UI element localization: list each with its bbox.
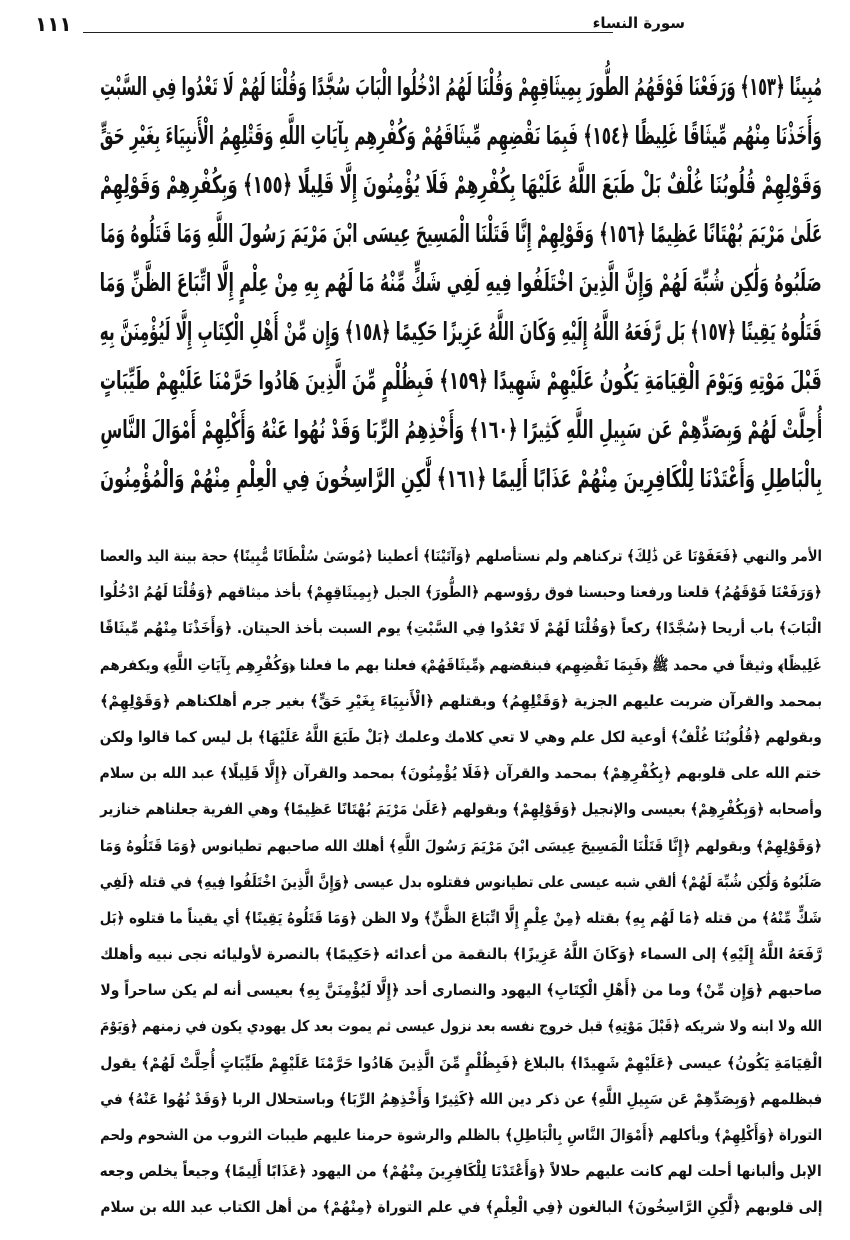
tafsir-line-text: ﴿وَقَوْلِهِمْ﴾ وبقولهم ﴿إِنَّا قَتَلْنَا الْمَسِيحَ عِيسَى ابْنَ مَرْيَمَ رَسُولَ اللَّهِ﴾ أهلك الله صاحبهم تطيانوس ﴿وَمَا قَتَلُوهُ وَمَا [100, 836, 822, 855]
tafsir-line-text: ﴿وَرَفَعْنَا فَوْقَهُمُ﴾ قلعنا ورفعنا وحبسنا فوق رؤوسهم ﴿الطُّورَ﴾ الجبل ﴿بِمِيثَاقِهِمْ﴾ بأخذ ميثاقهم ﴿وَقُلْنَا لَهُمُ ادْخُلُوا [100, 583, 822, 602]
tafsir-line-text: الإبل وألبانها أحلت لهم كانت عليهم حلالاً ﴿وَأَعْتَدْنَا لِلْكَافِرِينَ مِنْهُمْ﴾ من اليهود ﴿عَذَابًا أَلِيمًا﴾ وجيعاً يخلص وجعه [100, 1162, 822, 1181]
tafsir-line-text: صَلَبُوهُ وَلَٰكِن شُبِّهَ لَهُمْ﴾ ألقي شبه عيسى على تطيانوس فقتلوه بدل عيسى ﴿وَإِنَّ الَّذِينَ اخْتَلَفُوا فِيهِ﴾ في قتله ﴿لَفِي [100, 872, 822, 891]
quran-line-text: قَتَلُوهُ يَقِينًا ﴿١٥٧﴾ بَل رَّفَعَهُ اللَّهُ إِلَيْهِ وَكَانَ اللَّهُ عَزِيزًا حَكِيمًا ﴿١٥٨﴾ وَإِن مِّنْ أَهْلِ الْكِتَابِ إِلَّا لَيُؤْمِنَنَّ بِهِ [99, 317, 822, 346]
tafsir-line [100, 1081, 822, 1117]
tafsir-line-text: إلى قلوبهم ﴿لَّٰكِنِ الرَّاسِخُونَ﴾ البالغون ﴿فِي الْعِلْمِ﴾ في علم التوراة ﴿مِنْهُمْ﴾ من أهل الكتاب عبد الله بن سلام [100, 1198, 822, 1217]
tafsir-line-text: رَّفَعَهُ اللَّهُ إِلَيْهِ﴾ إلى السماء ﴿وَكَانَ اللَّهُ عَزِيزًا﴾ بالنقمة من أعدائه ﴿حَكِيمًا﴾ بالنصرة لأوليائه نجى نبيه وأهلك [100, 945, 822, 964]
tafsir-line [100, 719, 822, 755]
quran-line [100, 258, 822, 307]
tafsir-line [100, 1045, 822, 1081]
tafsir-line-text: غَلِيظًا﴾ وثيقاً في محمد ﷺ ﴿فَبِمَا نَقْضِهِم﴾ فبنقضهم ﴿مِّيثَاقَهُمْ﴾ فعلنا بهم ما فعلنا ﴿وَكُفْرِهِم بِآيَاتِ اللَّهِ﴾ ويكفرهم [100, 655, 822, 674]
tafsir-line [100, 900, 822, 936]
tafsir-line [100, 1117, 822, 1153]
tafsir-line-text: الْبَابَ﴾ باب أريحا ﴿سُجَّدًا﴾ ركعاً ﴿وَقُلْنَا لَهُمْ لَا تَعْدُوا فِي السَّبْتِ﴾ يوم السبت بأخذ الحيتان. ﴿وَأَخَذْنَا مِنْهُم مِّيثَاقًا [100, 619, 822, 638]
tafsir-line-text: وبقولهم ﴿قُلُوبُنَا غُلْفٌ﴾ أوعية لكل علم وهي لا تعي كلامك وعلمك ﴿بَلْ طَبَعَ اللَّهُ عَلَيْهَا﴾ بل ليس كما قالوا ولكن [100, 727, 822, 746]
tafsir-line [100, 683, 822, 719]
quran-line-text: وَأَخَذْنَا مِنْهُم مِّيثَاقًا غَلِيظًا ﴿١٥٤﴾ فَبِمَا نَقْضِهِم مِّيثَاقَهُمْ وَكُفْرِهِم بِآيَاتِ اللَّهِ وَقَتْلِهِمُ الْأَنبِيَاءَ بِغَيْرِ حَقٍّ [99, 121, 822, 150]
tafsir-line [100, 791, 822, 827]
tafsir-text-block [100, 538, 822, 1226]
tafsir-line [100, 1008, 822, 1044]
quran-line [100, 160, 822, 209]
tafsir-line [100, 828, 822, 864]
quran-line [100, 307, 822, 356]
tafsir-line [100, 936, 822, 972]
quran-line [100, 356, 822, 405]
quran-line [100, 209, 822, 258]
tafsir-line-text: فبظلمهم ﴿وَبِصَدِّهِمْ عَن سَبِيلِ اللَّهِ﴾ عن ذكر دين الله ﴿كَثِيرًا وَأَخْذِهِمُ الرِّبَا﴾ وباستحلال الربا ﴿وَقَدْ نُهُوا عَنْهُ﴾ في [100, 1089, 822, 1108]
quran-text-block [100, 62, 822, 503]
quran-line [100, 454, 822, 503]
quran-line [100, 405, 822, 454]
quran-line-text: قَبْلَ مَوْتِهِ وَيَوْمَ الْقِيَامَةِ يَكُونُ عَلَيْهِمْ شَهِيدًا ﴿١٥٩﴾ فَبِظُلْمٍ مِّنَ الَّذِينَ هَادُوا حَرَّمْنَا عَلَيْهِمْ طَيِّبَاتٍ [100, 366, 822, 395]
quran-line-text: بِالْبَاطِلِ وَأَعْتَدْنَا لِلْكَافِرِينَ مِنْهُمْ عَذَابًا أَلِيمًا ﴿١٦١﴾ لَّٰكِنِ الرَّاسِخُونَ فِي الْعِلْمِ مِنْهُمْ وَالْمُؤْمِنُونَ [100, 464, 822, 493]
tafsir-line [100, 1189, 822, 1225]
tafsir-line [100, 538, 822, 574]
tafsir-line-text: التوراة ﴿وَأَكْلِهِمْ﴾ وبأكلهم ﴿أَمْوَالَ النَّاسِ بِالْبَاطِلِ﴾ بالظلم والرشوة حرمنا عليهم طيبات الثروب من الشحوم ولحم [100, 1126, 822, 1144]
quran-line-text: عَلَىٰ مَرْيَمَ بُهْتَانًا عَظِيمًا ﴿١٥٦﴾ وَقَوْلِهِمْ إِنَّا قَتَلْنَا الْمَسِيحَ عِيسَى ابْنَ مَرْيَمَ رَسُولَ اللَّهِ وَمَا قَتَلُوهُ وَمَا [100, 219, 822, 248]
quran-line [100, 111, 822, 160]
quran-line-text: وَقَوْلِهِمْ قُلُوبُنَا غُلْفٌ بَلْ طَبَعَ اللَّهُ عَلَيْهَا بِكُفْرِهِمْ فَلَا يُؤْمِنُونَ إِلَّا قَلِيلًا ﴿١٥٥﴾ وَبِكُفْرِهِمْ وَقَوْلِهِمْ [100, 170, 822, 199]
tafsir-line-text: صاحبهم ﴿وَإِن مِّنْ﴾ وما من ﴿أَهْلِ الْكِتَابِ﴾ اليهود والنصارى أحد ﴿إِلَّا لَيُؤْمِنَنَّ بِهِ﴾ بعيسى أنه لم يكن ساحراً ولا [100, 981, 822, 1000]
page-number: ١١١ [35, 12, 72, 36]
quran-line-text: مُبِينًا ﴿١٥٣﴾ وَرَفَعْنَا فَوْقَهُمُ الطُّورَ بِمِيثَاقِهِمْ وَقُلْنَا لَهُمُ ادْخُلُوا الْبَابَ سُجَّدًا وَقُلْنَا لَهُمْ لَا تَعْدُوا فِي السَّبْتِ [100, 72, 822, 101]
tafsir-line [100, 574, 822, 610]
tafsir-line [100, 972, 822, 1008]
surah-name: سورة النساء [592, 14, 685, 32]
header-rule [83, 32, 613, 33]
tafsir-line [100, 755, 822, 791]
tafsir-line [100, 864, 822, 900]
quran-line [100, 62, 822, 111]
tafsir-line-text: الله ولا ابنه ولا شريكه ﴿قَبْلَ مَوْتِهِ﴾ قبل خروج نفسه بعد نزول عيسى ثم يموت بعد كل يهودي يكون في زمنهم ﴿وَيَوْمَ [100, 1017, 822, 1036]
page-header [35, 12, 685, 42]
tafsir-line-text: ختم الله على قلوبهم ﴿بِكُفْرِهِمْ﴾ بمحمد والقرآن ﴿فَلَا يُؤْمِنُونَ﴾ بمحمد والقرآن ﴿إِلَّا قَلِيلًا﴾ عبد الله بن سلام [100, 764, 822, 783]
tafsir-line-text: بمحمد والقرآن ضربت عليهم الجزية ﴿وَقَتْلِهِمُ﴾ وبقتلهم ﴿الْأَنبِيَاءَ بِغَيْرِ حَقٍّ﴾ بغير جرم أهلكناهم ﴿وَقَوْلِهِمْ﴾ [100, 691, 822, 710]
quran-line-text: أُحِلَّتْ لَهُمْ وَبِصَدِّهِمْ عَن سَبِيلِ اللَّهِ كَثِيرًا ﴿١٦٠﴾ وَأَخْذِهِمُ الرِّبَا وَقَدْ نُهُوا عَنْهُ وَأَكْلِهِمْ أَمْوَالَ النَّاسِ [100, 415, 822, 444]
tafsir-line-text: الْقِيَامَةِ يَكُونُ﴾ عيسى ﴿عَلَيْهِمْ شَهِيدًا﴾ بالبلاغ ﴿فَبِظُلْمٍ مِّنَ الَّذِينَ هَادُوا حَرَّمْنَا عَلَيْهِمْ طَيِّبَاتٍ أُحِلَّتْ لَهُمْ﴾ يقول [100, 1053, 822, 1072]
tafsir-line-text: الأمر والنهي ﴿فَعَفَوْنَا عَن ذَٰلِكَ﴾ تركناهم ولم نستأصلهم ﴿وَآتَيْنَا﴾ أعطينا ﴿مُوسَىٰ سُلْطَانًا مُّبِينًا﴾ حجة بينة اليد والعصا [100, 547, 822, 565]
quran-line-text: صَلَبُوهُ وَلَٰكِن شُبِّهَ لَهُمْ وَإِنَّ الَّذِينَ اخْتَلَفُوا فِيهِ لَفِي شَكٍّ مِّنْهُ مَا لَهُم بِهِ مِنْ عِلْمٍ إِلَّا اتِّبَاعَ الظَّنِّ وَمَا [99, 268, 822, 297]
tafsir-line-text: وأصحابه ﴿وَبِكُفْرِهِمْ﴾ بعيسى والإنجيل ﴿وَقَوْلِهِمْ﴾ وبقولهم ﴿عَلَىٰ مَرْيَمَ بُهْتَانًا عَظِيمًا﴾ وهي الفرية جعلناهم خنازير [100, 800, 822, 819]
tafsir-line [100, 610, 822, 646]
tafsir-line-text: شَكٍّ مِّنْهُ﴾ من قتله ﴿مَا لَهُم بِهِ﴾ بقتله ﴿مِنْ عِلْمٍ إِلَّا اتِّبَاعَ الظَّنِّ﴾ ولا الظن ﴿وَمَا قَتَلُوهُ يَقِينًا﴾ أي يقيناً ما قتلوه ﴿بَل [100, 908, 822, 927]
tafsir-line [100, 1153, 822, 1189]
tafsir-line [100, 647, 822, 683]
